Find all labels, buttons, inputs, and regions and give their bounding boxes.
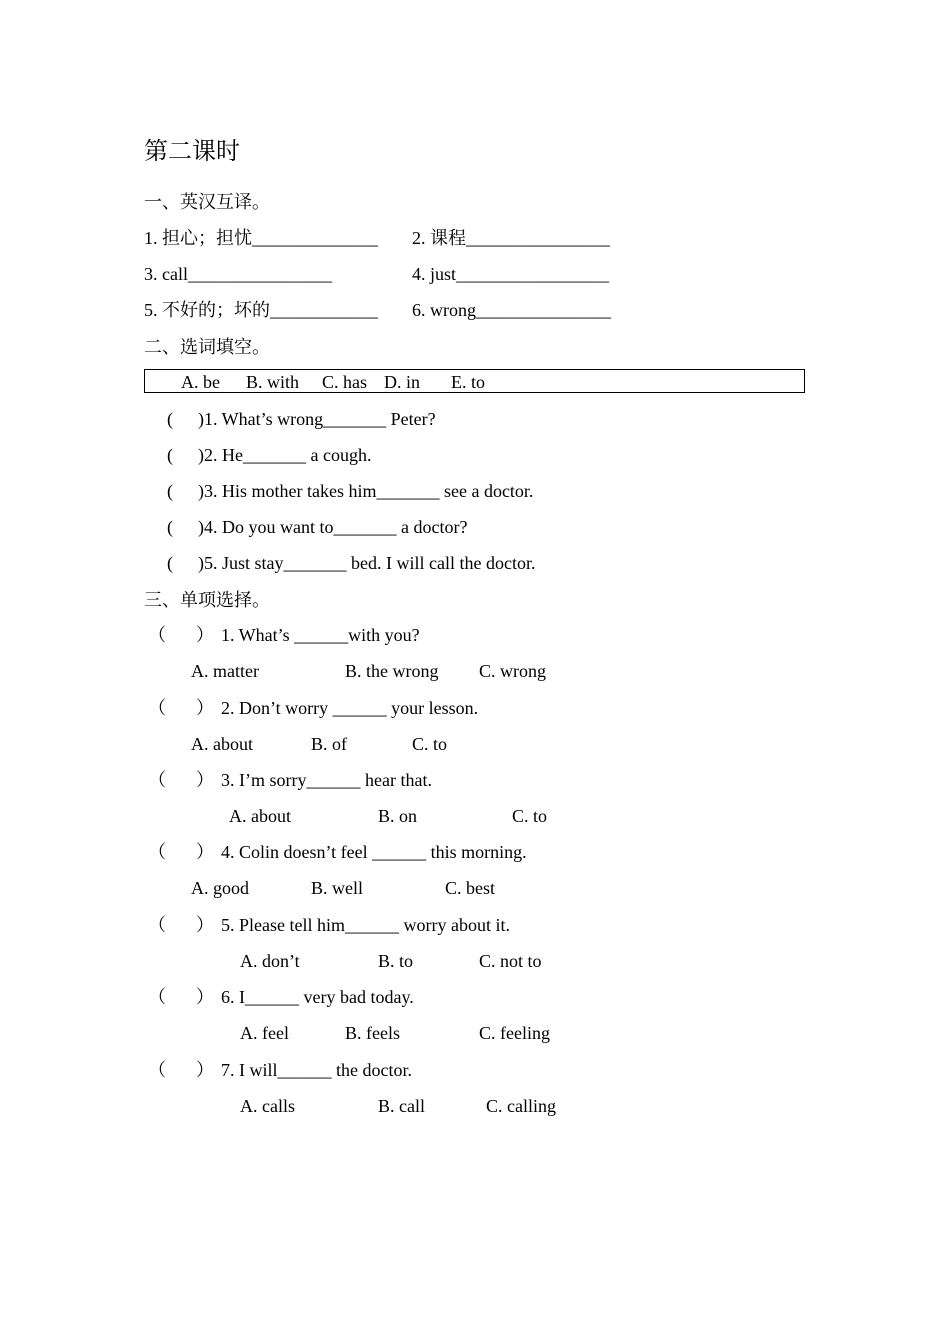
translate-item: 2. 课程________________	[412, 228, 610, 248]
translate-item: 1. 担心；担忧______________	[144, 228, 378, 248]
word-option: B. with	[246, 372, 300, 392]
fill-question: )1. What’s wrong_______ Peter?	[198, 409, 436, 429]
word-option: C. has	[322, 372, 367, 392]
translate-item: 6. wrong_______________	[412, 300, 611, 320]
mc-option: C. not to	[479, 951, 542, 971]
mc-question-stem: 1. What’s ______with you?	[221, 625, 420, 645]
mc-question-stem: 6. I______ very bad today.	[221, 987, 414, 1007]
mc-question-stem: 3. I’m sorry______ hear that.	[221, 770, 432, 790]
answer-paren-open: （	[148, 915, 166, 935]
mc-option: B. on	[378, 806, 418, 826]
answer-paren-open: (	[167, 409, 173, 429]
mc-question-stem: 2. Don’t worry ______ your lesson.	[221, 698, 479, 718]
mc-option: A. about	[191, 734, 253, 754]
mc-option: C. to	[412, 734, 448, 754]
answer-paren-close: ）	[196, 770, 214, 790]
mc-option: B. to	[378, 951, 414, 971]
page-title: 第二课时	[144, 139, 240, 165]
mc-option: C. feeling	[479, 1023, 550, 1043]
mc-question-stem: 7. I will______ the doctor.	[221, 1060, 412, 1080]
fill-question: )5. Just stay_______ bed. I will call the doctor.	[198, 553, 536, 573]
mc-option: B. call	[378, 1096, 425, 1116]
section3-heading: 三、单项选择。	[144, 590, 270, 610]
word-option: E. to	[451, 372, 485, 392]
mc-option: C. wrong	[479, 661, 546, 681]
answer-paren-open: (	[167, 517, 173, 537]
mc-option: A. calls	[240, 1096, 295, 1116]
mc-option: A. about	[229, 806, 291, 826]
answer-paren-open: (	[167, 481, 173, 501]
section2-heading: 二、选词填空。	[144, 337, 270, 357]
answer-paren-open: (	[167, 445, 173, 465]
answer-paren-open: (	[167, 553, 173, 573]
mc-option: A. good	[191, 878, 249, 898]
mc-option: B. of	[311, 734, 347, 754]
word-option: D. in	[384, 372, 420, 392]
answer-paren-close: ）	[196, 698, 214, 718]
answer-paren-close: ）	[196, 842, 214, 862]
translate-item: 4. just_________________	[412, 264, 610, 284]
answer-paren-close: ）	[196, 987, 214, 1007]
fill-question: )3. His mother takes him_______ see a doctor.	[198, 481, 534, 501]
mc-option: B. well	[311, 878, 363, 898]
mc-question-stem: 5. Please tell him______ worry about it.	[221, 915, 510, 935]
answer-paren-open: （	[148, 842, 166, 862]
answer-paren-open: （	[148, 987, 166, 1007]
mc-option: A. matter	[191, 661, 259, 681]
mc-option: C. to	[512, 806, 548, 826]
mc-option: C. best	[445, 878, 496, 898]
mc-option: B. feels	[345, 1023, 400, 1043]
section1-heading: 一、英汉互译。	[144, 192, 270, 212]
mc-option: B. the wrong	[345, 661, 439, 681]
word-bank-box	[144, 369, 805, 393]
answer-paren-close: ）	[196, 915, 214, 935]
answer-paren-open: （	[148, 698, 166, 718]
mc-option: A. feel	[240, 1023, 289, 1043]
answer-paren-open: （	[148, 770, 166, 790]
translate-item: 3. call________________	[144, 264, 332, 284]
fill-question: )4. Do you want to_______ a doctor?	[198, 517, 468, 537]
answer-paren-close: ）	[196, 625, 214, 645]
mc-option: A. don’t	[240, 951, 300, 971]
answer-paren-open: （	[148, 625, 166, 645]
mc-option: C. calling	[486, 1096, 556, 1116]
fill-question: )2. He_______ a cough.	[198, 445, 372, 465]
answer-paren-open: （	[148, 1060, 166, 1080]
answer-paren-close: ）	[196, 1060, 214, 1080]
mc-question-stem: 4. Colin doesn’t feel ______ this morning.	[221, 842, 527, 862]
translate-item: 5. 不好的；坏的____________	[144, 300, 378, 320]
word-option: A. be	[181, 372, 220, 392]
